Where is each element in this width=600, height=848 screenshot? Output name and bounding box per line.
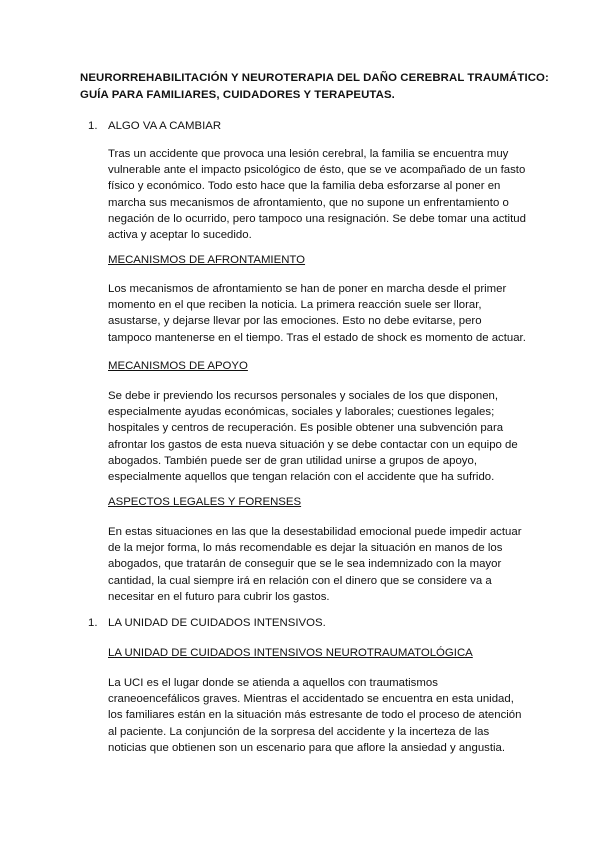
- paragraph-mecanismos-afrontamiento: Los mecanismos de afrontamiento se han de poner en marcha desde el primer momento en el que reciben la noticia. La primera reacción suele ser llorar, asustarse, y dejarse llevar por las emociones. Esto no debe evitarse, pero tampoco mantenerse en el tiempo. Tras el estado de shock es momento de actuar.: [108, 283, 526, 344]
- paragraph-mecanismos-apoyo: Se debe ir previendo los recursos personales y sociales de los que disponen, especialmente ayudas económicas, sociales y laborales; cuestiones legales; hospitales y centros de recuperación. Es posible obtener una subvención para afrontar los gastos de esta nueva situación y se debe contactar con un equipo de abogados. También puede ser de gran utilidad unirse a grupos de apoyo, especialmente aquellos que tengan relación con el accidente que ha sufrido.: [108, 390, 518, 484]
- paragraph-uci-neurotraumatologica: La UCI es el lugar donde se atienda a aquellos con traumatismos craneoencefálicos graves. Mientras el accidentado se encuentra en esta unidad, los familiares están en la situación más estresante de todo el proceso de atención al paciente. La conjunción de la sorpresa del accidente y la incerteza de las noticias que obtienen son un escenario para que aflore la ansiedad y angustia.: [108, 677, 522, 754]
- section-number: 1.: [88, 120, 98, 132]
- paragraph-aspectos-legales: En estas situaciones en las que la desestabilidad emocional puede impedir actuar de la mejor forma, lo más recomendable es dejar la situación en manos de los abogados, que tratarán de conseguir que se le sea indemnizado con la mayor cantidad, la cual siempre irá en relación con el dinero que se considere va a necesitar en el futuro para cubrir los gastos.: [108, 526, 522, 603]
- section-heading-text: ALGO VA A CAMBIAR: [108, 120, 222, 132]
- section-heading-algo-va-a-cambiar: [88, 118, 221, 134]
- section-heading-uci: [88, 615, 326, 631]
- section-heading-text: LA UNIDAD DE CUIDADOS INTENSIVOS.: [108, 617, 326, 629]
- document-title: NEURORREHABILITACIÓN Y NEUROTERAPIA DEL DAÑO CEREBRAL TRAUMÁTICO: GUÍA PARA FAMILIARES, CUIDADORES Y TERAPEUTAS.: [80, 72, 549, 101]
- section1-intro-paragraph: Tras un accidente que provoca una lesión cerebral, la familia se encuentra muy vulnerable ante el impacto psicológico de ésto, que se ve acompañado de un fasto físico y económico. Todo esto hace que la familia deba esforzarse al poner en marcha sus mecanismos de afrontamiento, que no supone un enfrentamiento o negación de lo ocurrido, pero tampoco una resignación. Se debe tomar una actitud activa y aceptar lo sucedido.: [108, 148, 526, 242]
- subheading-mecanismos-apoyo: MECANISMOS DE APOYO: [108, 360, 248, 372]
- section-number: 1.: [88, 617, 98, 629]
- subheading-mecanismos-afrontamiento: MECANISMOS DE AFRONTAMIENTO: [108, 254, 306, 266]
- subheading-uci-neurotraumatologica: LA UNIDAD DE CUIDADOS INTENSIVOS NEUROTRAUMATOLÓGICA: [108, 647, 473, 659]
- subheading-aspectos-legales: ASPECTOS LEGALES Y FORENSES: [108, 496, 302, 508]
